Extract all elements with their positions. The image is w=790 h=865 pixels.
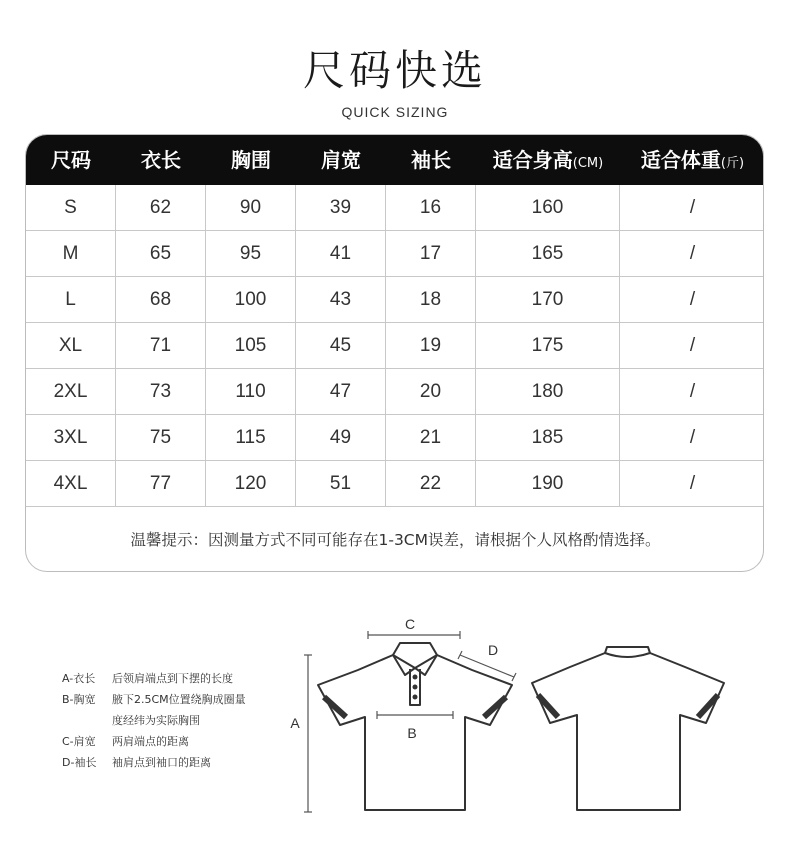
page-title: 尺码快选 xyxy=(302,46,487,95)
table-cell: 115 xyxy=(206,415,296,460)
table-cell: / xyxy=(689,381,696,402)
header-shoulder: 肩宽 xyxy=(321,148,361,172)
page-subtitle: QUICK SIZING xyxy=(341,104,449,120)
polo-back-icon xyxy=(532,653,724,810)
table-cell: 77 xyxy=(116,461,206,506)
table-cell: L xyxy=(26,277,116,322)
table-cell: 4XL xyxy=(26,461,116,506)
diagram-label-a: A xyxy=(290,715,300,731)
table-cell: 39 xyxy=(296,185,386,230)
table-cell: 95 xyxy=(206,231,296,276)
table-cell: 20 xyxy=(386,369,476,414)
table-cell: 65 xyxy=(116,231,206,276)
diagram-label-d: D xyxy=(487,642,499,658)
legend-item-a: A-衣长 后领肩端点到下摆的长度 xyxy=(62,672,233,685)
table-row xyxy=(26,185,764,231)
table-cell: 22 xyxy=(386,461,476,506)
table-row xyxy=(26,323,764,369)
table-row xyxy=(26,231,764,277)
table-cell: 120 xyxy=(206,461,296,506)
table-cell: 45 xyxy=(296,323,386,368)
legend-item-b-cont: 度经纬为实际胸围 xyxy=(112,714,200,727)
header-height: 适合身高(CM) xyxy=(492,148,604,172)
table-cell: / xyxy=(689,473,696,494)
table-cell: 62 xyxy=(116,185,206,230)
table-cell: 90 xyxy=(206,185,296,230)
table-cell: 49 xyxy=(296,415,386,460)
table-cell: 105 xyxy=(206,323,296,368)
table-cell: 2XL xyxy=(26,369,116,414)
table-row xyxy=(26,277,764,323)
table-cell: 71 xyxy=(116,323,206,368)
header-size: 尺码 xyxy=(51,148,91,172)
table-header xyxy=(26,135,764,185)
measure-line-d xyxy=(460,655,514,677)
table-cell: 185 xyxy=(476,415,620,460)
table-cell: 175 xyxy=(476,323,620,368)
table-cell: 100 xyxy=(206,277,296,322)
table-cell: 41 xyxy=(296,231,386,276)
table-cell: 170 xyxy=(476,277,620,322)
header-sleeve: 袖长 xyxy=(411,148,451,172)
table-cell: 180 xyxy=(476,369,620,414)
table-row xyxy=(26,461,764,507)
table-cell: 17 xyxy=(386,231,476,276)
measurement-legend xyxy=(62,668,246,773)
polo-measurement-diagram xyxy=(280,605,740,835)
table-cell: 110 xyxy=(206,369,296,414)
table-cell: 3XL xyxy=(26,415,116,460)
table-cell: 43 xyxy=(296,277,386,322)
table-cell: XL xyxy=(26,323,116,368)
table-cell: 165 xyxy=(476,231,620,276)
table-cell: / xyxy=(689,197,696,218)
table-cell: 190 xyxy=(476,461,620,506)
table-cell: 51 xyxy=(296,461,386,506)
table-cell: 160 xyxy=(476,185,620,230)
tip-note: 温馨提示：因测量方式不同可能存在1-3CM误差，请根据个人风格酌情选择。 xyxy=(130,531,661,549)
table-cell: / xyxy=(689,243,696,264)
size-table xyxy=(25,134,764,572)
table-row xyxy=(26,369,764,415)
table-cell: 75 xyxy=(116,415,206,460)
table-cell: 47 xyxy=(296,369,386,414)
diagram-label-c: C xyxy=(404,616,416,632)
legend-item-d: D-袖长 袖肩点到袖口的距离 xyxy=(62,756,211,769)
header-chest: 胸围 xyxy=(231,148,271,172)
table-cell: / xyxy=(689,427,696,448)
diagram-label-b: B xyxy=(407,725,417,741)
table-cell: S xyxy=(26,185,116,230)
table-cell: 16 xyxy=(386,185,476,230)
table-cell: 73 xyxy=(116,369,206,414)
table-cell: / xyxy=(689,289,696,310)
table-cell: 21 xyxy=(386,415,476,460)
header-weight: 适合体重(斤) xyxy=(640,148,745,172)
table-cell: 19 xyxy=(386,323,476,368)
legend-item-b: B-胸宽 腋下2.5CM位置绕胸成圈量 xyxy=(62,693,246,706)
table-body xyxy=(26,185,764,507)
table-cell: 18 xyxy=(386,277,476,322)
header-length: 衣长 xyxy=(141,148,181,172)
legend-item-c: C-肩宽 两肩端点的距离 xyxy=(62,735,189,748)
table-cell: 68 xyxy=(116,277,206,322)
table-cell: / xyxy=(689,335,696,356)
table-row xyxy=(26,415,764,461)
table-cell: M xyxy=(26,231,116,276)
